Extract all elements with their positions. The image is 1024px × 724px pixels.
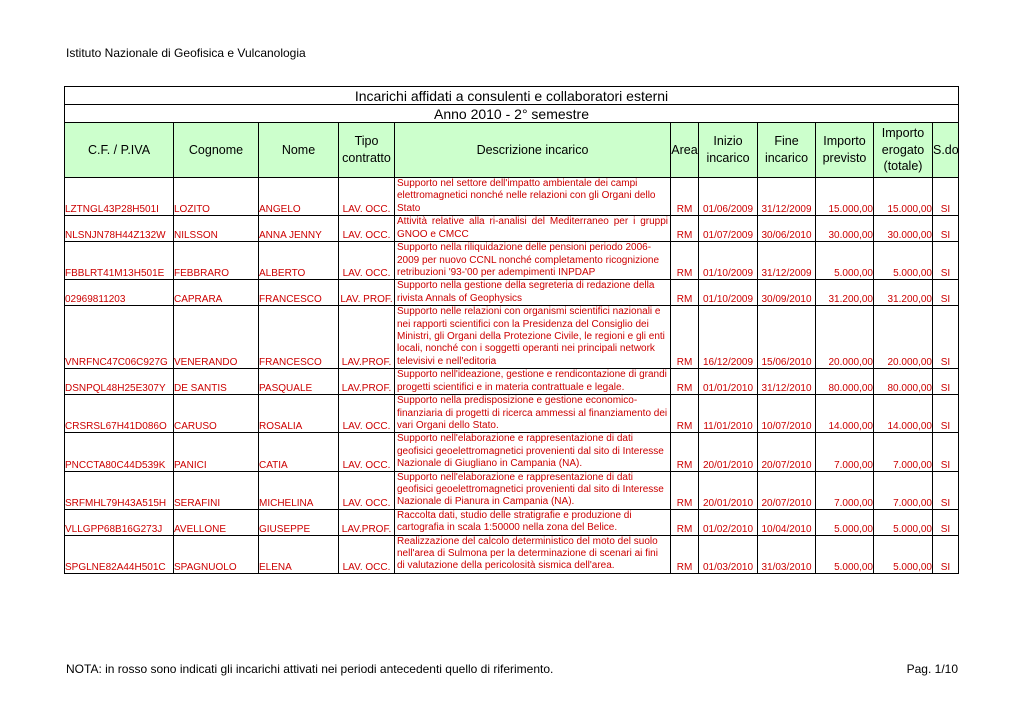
cell-importo-erogato: 7.000,00 [874, 471, 933, 509]
cell-nome: MICHELINA [259, 471, 339, 509]
cell-sdo: SI [933, 471, 959, 509]
col-header-tipo: Tipo contratto [339, 123, 395, 178]
table-row [65, 535, 959, 573]
cell-tipo: LAV.PROF. [339, 369, 395, 395]
cell-cognome: CARUSO [174, 395, 259, 433]
cell-cf: CRSRSL67H41D086O [65, 395, 174, 433]
cell-sdo: SI [933, 395, 959, 433]
cell-descrizione: Supporto nell'elaborazione e rappresentazione di dati geofisici geoelettromagnetici provenienti dal sito di Interesse Nazionale di Pianura in Campania (NA). [395, 471, 671, 509]
cell-descrizione: Supporto nelle relazioni con organismi scientifici nazionali e nei rapporti scientifici con la Presidenza del Consiglio dei Ministri, gli Organi della Protezione Civile, le regioni e gli enti locali, nonché con i soggetti operanti nei principali network televisivi e nell'editoria [395, 306, 671, 369]
cell-cognome: PANICI [174, 433, 259, 471]
cell-descrizione: Raccolta dati, studio delle stratigrafie e produzione di cartografia in scala 1:50000 nella zona del Belice. [395, 509, 671, 535]
cell-inizio: 16/12/2009 [699, 306, 758, 369]
cell-importo-erogato: 15.000,00 [874, 178, 933, 216]
cell-inizio: 01/06/2009 [699, 178, 758, 216]
table-row [65, 369, 959, 395]
table-row [65, 216, 959, 242]
cell-cf: 02969811203 [65, 280, 174, 306]
col-header-nome: Nome [259, 123, 339, 178]
cell-fine: 31/12/2010 [758, 369, 816, 395]
cell-fine: 20/07/2010 [758, 433, 816, 471]
cell-area: RM [671, 509, 699, 535]
cell-cf: SRFMHL79H43A515H [65, 471, 174, 509]
cell-descrizione: Realizzazione del calcolo deterministico del moto del suolo nell'area di Sulmona per la determinazione di scenari ai fini di valutazione della pericolosità sismica dell'area. [395, 535, 671, 573]
cell-importo-previsto: 30.000,00 [816, 216, 874, 242]
cell-inizio: 01/10/2009 [699, 280, 758, 306]
cell-fine: 30/06/2010 [758, 216, 816, 242]
cell-cognome: CAPRARA [174, 280, 259, 306]
cell-cf: VNRFNC47C06C927G [65, 306, 174, 369]
cell-cognome: LOZITO [174, 178, 259, 216]
cell-tipo: LAV. OCC. [339, 178, 395, 216]
cell-importo-previsto: 80.000,00 [816, 369, 874, 395]
table-body [65, 178, 959, 574]
table-row [65, 242, 959, 280]
cell-importo-erogato: 30.000,00 [874, 216, 933, 242]
cell-fine: 15/06/2010 [758, 306, 816, 369]
cell-tipo: LAV. OCC. [339, 242, 395, 280]
page-number: Pag. 1/10 [906, 662, 958, 676]
cell-descrizione: Supporto nell'elaborazione e rappresentazione di dati geofisici geoelettromagnetici provenienti dal sito di Interesse Nazionale di Giugliano in Campania (NA). [395, 433, 671, 471]
cell-importo-previsto: 14.000,00 [816, 395, 874, 433]
cell-importo-erogato: 31.200,00 [874, 280, 933, 306]
cell-inizio: 11/01/2010 [699, 395, 758, 433]
cell-fine: 20/07/2010 [758, 471, 816, 509]
cell-importo-previsto: 7.000,00 [816, 471, 874, 509]
institute-header: Istituto Nazionale di Geofisica e Vulcanologia [66, 46, 306, 60]
cell-nome: FRANCESCO [259, 306, 339, 369]
cell-area: RM [671, 242, 699, 280]
cell-cognome: DE SANTIS [174, 369, 259, 395]
col-header-cognome: Cognome [174, 123, 259, 178]
cell-nome: ALBERTO [259, 242, 339, 280]
cell-cf: VLLGPP68B16G273J [65, 509, 174, 535]
cell-nome: ANGELO [259, 178, 339, 216]
cell-cf: DSNPQL48H25E307Y [65, 369, 174, 395]
cell-importo-erogato: 80.000,00 [874, 369, 933, 395]
table-subtitle: Anno 2010 - 2° semestre [65, 105, 959, 123]
cell-tipo: LAV. OCC. [339, 471, 395, 509]
cell-nome: CATIA [259, 433, 339, 471]
cell-importo-previsto: 20.000,00 [816, 306, 874, 369]
table-row [65, 178, 959, 216]
cell-descrizione: Supporto nella gestione della segreteria di redazione della rivista Annals of Geophysics [395, 280, 671, 306]
cell-importo-erogato: 20.000,00 [874, 306, 933, 369]
cell-sdo: SI [933, 280, 959, 306]
cell-tipo: LAV. OCC. [339, 216, 395, 242]
cell-fine: 31/03/2010 [758, 535, 816, 573]
cell-sdo: SI [933, 178, 959, 216]
cell-cognome: NILSSON [174, 216, 259, 242]
cell-descrizione: Supporto nel settore dell'impatto ambientale dei campi elettromagnetici nonché nelle relazioni con gli Organi dello Stato [395, 178, 671, 216]
col-header-inizio: Inizio incarico [699, 123, 758, 178]
cell-nome: ANNA JENNY [259, 216, 339, 242]
cell-sdo: SI [933, 535, 959, 573]
cell-cf: FBBLRT41M13H501E [65, 242, 174, 280]
table-row [65, 280, 959, 306]
cell-importo-previsto: 31.200,00 [816, 280, 874, 306]
cell-area: RM [671, 216, 699, 242]
col-header-fine: Fine incarico [758, 123, 816, 178]
col-header-cf: C.F. / P.IVA [65, 123, 174, 178]
cell-area: RM [671, 535, 699, 573]
cell-area: RM [671, 433, 699, 471]
cell-importo-previsto: 5.000,00 [816, 242, 874, 280]
cell-importo-erogato: 7.000,00 [874, 433, 933, 471]
cell-area: RM [671, 306, 699, 369]
cell-fine: 31/12/2009 [758, 242, 816, 280]
cell-descrizione: Supporto nella predisposizione e gestione economico-finanziaria di progetti di ricerca ammessi al finanziamento dei vari Organi dello Stato. [395, 395, 671, 433]
cell-cognome: SERAFINI [174, 471, 259, 509]
cell-inizio: 20/01/2010 [699, 433, 758, 471]
cell-descrizione: Attività relative alla ri-analisi del Mediterraneo per i gruppi GNOO e CMCC [395, 216, 671, 242]
cell-cf: SPGLNE82A44H501C [65, 535, 174, 573]
cell-nome: ELENA [259, 535, 339, 573]
cell-sdo: SI [933, 509, 959, 535]
col-header-sdo: S.do [933, 123, 959, 178]
cell-sdo: SI [933, 216, 959, 242]
cell-area: RM [671, 471, 699, 509]
cell-inizio: 01/02/2010 [699, 509, 758, 535]
table-row [65, 306, 959, 369]
cell-cognome: SPAGNUOLO [174, 535, 259, 573]
cell-tipo: LAV. OCC. [339, 395, 395, 433]
cell-inizio: 01/07/2009 [699, 216, 758, 242]
cell-nome: GIUSEPPE [259, 509, 339, 535]
cell-importo-previsto: 7.000,00 [816, 433, 874, 471]
cell-cognome: AVELLONE [174, 509, 259, 535]
cell-importo-erogato: 5.000,00 [874, 535, 933, 573]
cell-nome: ROSALIA [259, 395, 339, 433]
table-row [65, 433, 959, 471]
cell-area: RM [671, 280, 699, 306]
cell-inizio: 01/01/2010 [699, 369, 758, 395]
cell-inizio: 01/03/2010 [699, 535, 758, 573]
cell-importo-previsto: 15.000,00 [816, 178, 874, 216]
cell-cf: LZTNGL43P28H501I [65, 178, 174, 216]
cell-cognome: FEBBRARO [174, 242, 259, 280]
col-header-descrizione: Descrizione incarico [395, 123, 671, 178]
cell-area: RM [671, 395, 699, 433]
cell-descrizione: Supporto nell'ideazione, gestione e rendicontazione di grandi progetti scientifici e in materia contrattuale e legale. [395, 369, 671, 395]
cell-fine: 31/12/2009 [758, 178, 816, 216]
cell-sdo: SI [933, 306, 959, 369]
cell-tipo: LAV. OCC. [339, 433, 395, 471]
cell-nome: PASQUALE [259, 369, 339, 395]
cell-cf: NLSNJN78H44Z132W [65, 216, 174, 242]
col-header-importo-previsto: Importo previsto [816, 123, 874, 178]
cell-nome: FRANCESCO [259, 280, 339, 306]
cell-inizio: 01/10/2009 [699, 242, 758, 280]
assignments-table [64, 86, 959, 574]
col-header-area: Area [671, 123, 699, 178]
cell-importo-previsto: 5.000,00 [816, 535, 874, 573]
cell-area: RM [671, 178, 699, 216]
table-title: Incarichi affidati a consulenti e collaboratori esterni [65, 87, 959, 105]
cell-cognome: VENERANDO [174, 306, 259, 369]
table-row [65, 395, 959, 433]
cell-fine: 10/04/2010 [758, 509, 816, 535]
table-row [65, 509, 959, 535]
cell-inizio: 20/01/2010 [699, 471, 758, 509]
cell-descrizione: Supporto nella riliquidazione delle pensioni periodo 2006-2009 per nuovo CCNL nonché completamento ricognizione retribuzioni '93-'00 per adempimenti INPDAP [395, 242, 671, 280]
cell-tipo: LAV.PROF. [339, 306, 395, 369]
cell-importo-erogato: 5.000,00 [874, 509, 933, 535]
cell-sdo: SI [933, 433, 959, 471]
column-header-row [65, 123, 959, 178]
footer-note: NOTA: in rosso sono indicati gli incarichi attivati nei periodi antecedenti quello di riferimento. [66, 662, 554, 676]
cell-importo-erogato: 14.000,00 [874, 395, 933, 433]
table-row [65, 471, 959, 509]
cell-tipo: LAV.PROF. [339, 509, 395, 535]
cell-fine: 10/07/2010 [758, 395, 816, 433]
cell-fine: 30/09/2010 [758, 280, 816, 306]
cell-cf: PNCCTA80C44D539K [65, 433, 174, 471]
cell-sdo: SI [933, 369, 959, 395]
col-header-importo-erogato: Importo erogato (totale) [874, 123, 933, 178]
cell-importo-previsto: 5.000,00 [816, 509, 874, 535]
cell-area: RM [671, 369, 699, 395]
cell-sdo: SI [933, 242, 959, 280]
cell-tipo: LAV. PROF. [339, 280, 395, 306]
cell-tipo: LAV. OCC. [339, 535, 395, 573]
cell-importo-erogato: 5.000,00 [874, 242, 933, 280]
